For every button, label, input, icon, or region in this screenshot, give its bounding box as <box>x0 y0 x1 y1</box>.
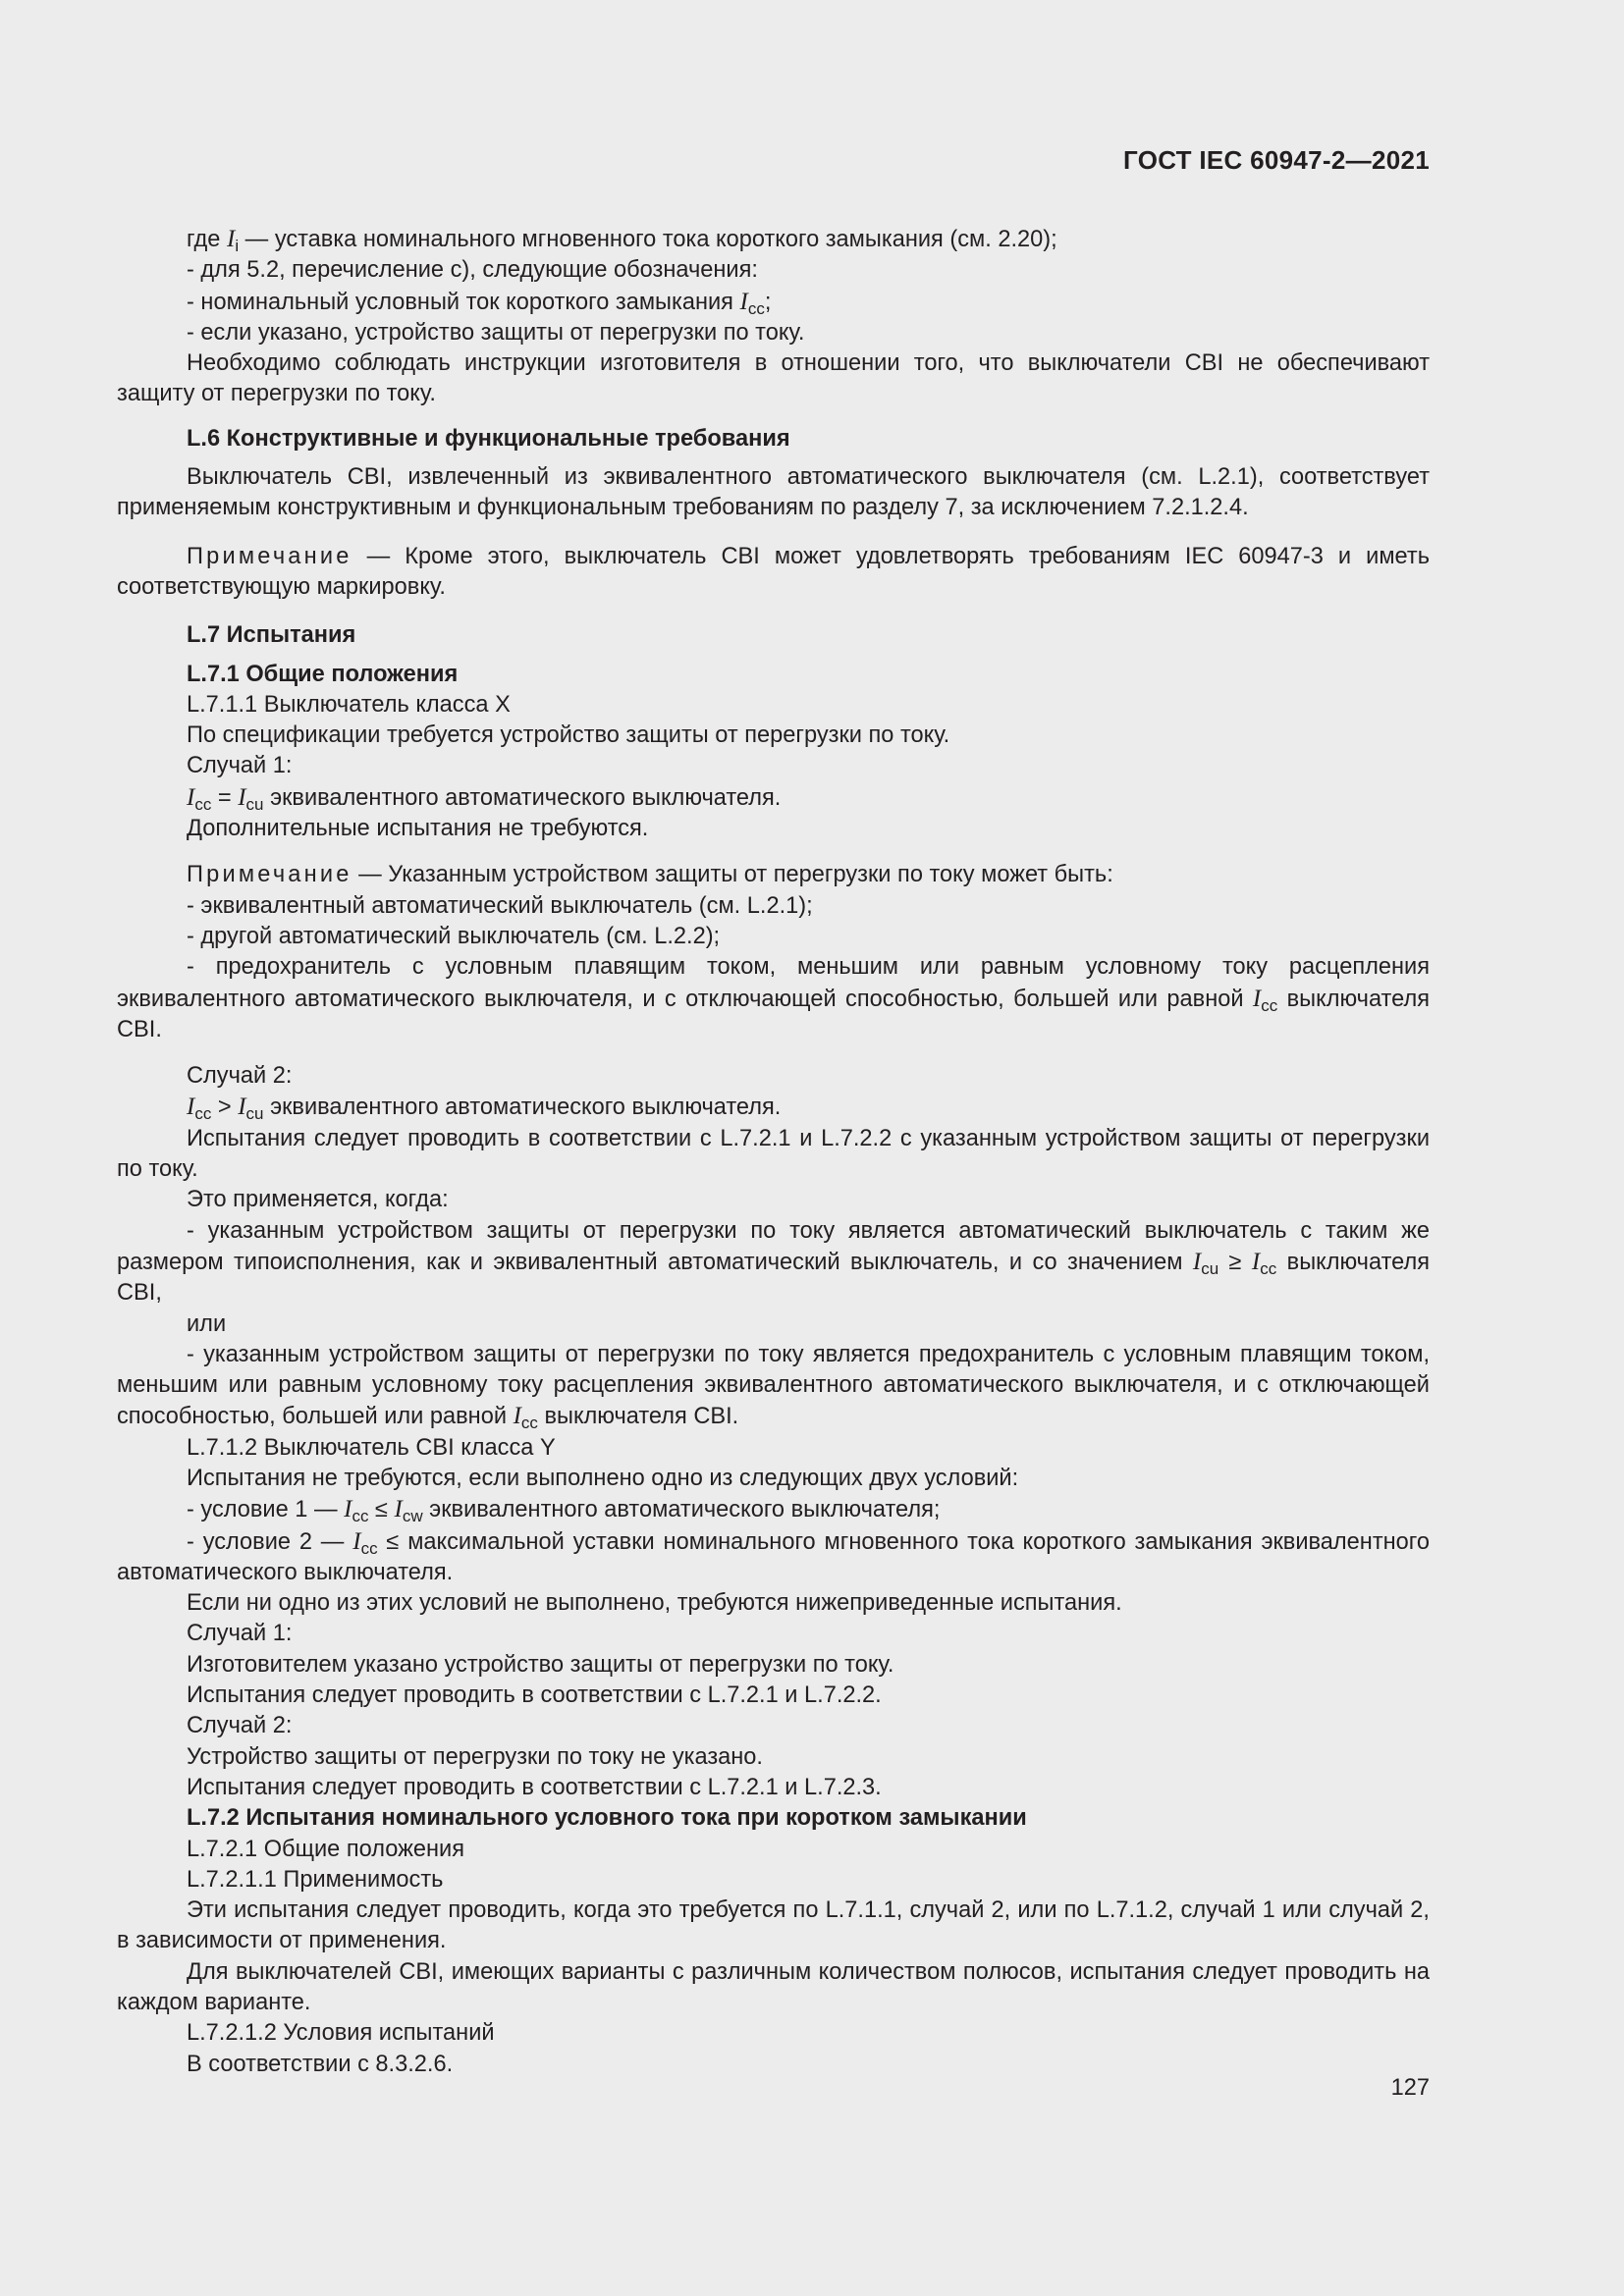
para-line: Устройство защиты от перегрузки по току не указано. <box>187 1743 763 1770</box>
document-header: ГОСТ IEC 60947-2—2021 <box>1123 145 1430 175</box>
para-line: - для 5.2, перечисление с), следующие обозначения: <box>187 257 758 284</box>
case-label: Случай 2: <box>187 1713 293 1739</box>
para-line: или <box>187 1310 227 1337</box>
note-2: Примечание — Указанным устройством защиты от перегрузки по току может быть: <box>187 862 1113 888</box>
list-item: - указанным устройством защиты от перегрузки по току является автоматический выключатель с таким же размером типоисполнения, как и эквивалентный автоматический выключатель, и со значением $I_{cu} \ge I_{cc}$ выключателя CBI, <box>117 1217 1430 1307</box>
equation-icc-eq-icu: $I_{cc} = I_{cu}$ эквивалентного автоматического выключателя. <box>187 783 782 814</box>
list-item: - другой автоматический выключатель (см. L.2.2); <box>187 923 721 949</box>
case-label: Случай 1: <box>187 1621 293 1647</box>
para-line: - если указано, устройство защиты от перегрузки по току. <box>187 319 805 346</box>
subsection-l7211: L.7.2.1.1 Применимость <box>187 1866 444 1893</box>
para-line: Это применяется, когда: <box>187 1187 449 1213</box>
para-where-ii: где $I_i$ — уставка номинального мгновенного тока короткого замыкания (см. 2.20); <box>187 226 1057 255</box>
list-item: - предохранитель с условным плавящим током, меньшим или равным условному току расцепления эквивалентного автоматического выключателя, и с отключающей способностью, большей или равной $I_{cc}$ выключателя CBI. <box>117 954 1430 1042</box>
condition-2: - условие 2 — $I_{cc}$ ≤ максимальной уставки номинального мгновенного тока короткого замыкания эквивалентного автоматического выключателя. <box>117 1527 1430 1585</box>
section-heading-l7: L.7 Испытания <box>187 622 356 649</box>
para-line: По спецификации требуется устройство защиты от перегрузки по току. <box>187 722 950 749</box>
case-label: Случай 1: <box>187 753 293 779</box>
condition-1: - условие 1 — $I_{cc} \le I_{cw}$ эквивалентного автоматического выключателя; <box>187 1496 941 1526</box>
note-1: Примечание — Кроме этого, выключатель CBI может удовлетворять требованиям IEC 60947-3 и иметь соответствующую маркировку. <box>117 543 1430 600</box>
para-line: Испытания не требуются, если выполнено одно из следующих двух условий: <box>187 1465 1019 1491</box>
case-label: Случай 2: <box>187 1063 293 1090</box>
para-line: Изготовителем указано устройство защиты от перегрузки по току. <box>187 1651 894 1678</box>
section-heading-l6: L.6 Конструктивные и функциональные требования <box>187 425 790 452</box>
subsection-l711: L.7.1.1 Выключатель класса X <box>187 691 511 718</box>
para-instructions: Необходимо соблюдать инструкции изготовителя в отношении того, что выключатели CBI не обеспечивают защиту от перегрузки по току. <box>117 350 1430 407</box>
subsection-l712: L.7.1.2 Выключатель CBI класса Y <box>187 1434 556 1461</box>
list-item: - эквивалентный автоматический выключатель (см. L.2.1); <box>187 892 813 919</box>
para-line: Испытания следует проводить в соответствии с L.7.2.1 и L.7.2.3. <box>187 1774 882 1800</box>
para-l6: Выключатель CBI, извлеченный из эквивалентного автоматического выключателя (см. L.2.1), соответствует применяемым конструктивным и функциональным требованиям по разделу 7, за исключением 7.2.1.2.4. <box>117 464 1430 521</box>
para-icc-def: - номинальный условный ток короткого замыкания $I_{cc}$; <box>187 288 772 318</box>
document-body <box>117 224 1430 2080</box>
subsection-l7212: L.7.2.1.2 Условия испытаний <box>187 2020 495 2047</box>
section-heading-l72: L.7.2 Испытания номинального условного тока при коротком замыкании <box>187 1805 1027 1832</box>
subsection-l721: L.7.2.1 Общие положения <box>187 1836 464 1862</box>
page-number: 127 <box>1390 2075 1430 2101</box>
para-line: В соответствии с 8.3.2.6. <box>187 2051 454 2077</box>
list-item: - указанным устройством защиты от перегрузки по току является предохранитель с условным плавящим током, меньшим или равным условному току расцепления эквивалентного автоматического выключателя, и с отключающей способностью, большей или равной $I_{cc}$ выключателя CBI. <box>117 1341 1430 1433</box>
equation-icc-gt-icu: $I_{cc} > I_{cu}$ эквивалентного автоматического выключателя. <box>187 1094 782 1124</box>
para-line: Испытания следует проводить в соответствии с L.7.2.1 и L.7.2.2 с указанным устройством защиты от перегрузки по току. <box>117 1125 1430 1183</box>
para-line: Дополнительные испытания не требуются. <box>187 816 649 842</box>
para-line: Если ни одно из этих условий не выполнено, требуются нижеприведенные испытания. <box>187 1590 1122 1617</box>
para-line: Для выключателей CBI, имеющих варианты с различным количеством полюсов, испытания следует проводить на каждом варианте. <box>117 1958 1430 2016</box>
para-line: Эти испытания следует проводить, когда это требуется по L.7.1.1, случай 2, или по L.7.1.2, случай 1 или случай 2, в зависимости от применения. <box>117 1897 1430 1954</box>
para-line: Испытания следует проводить в соответствии с L.7.2.1 и L.7.2.2. <box>187 1682 882 1709</box>
section-heading-l71: L.7.1 Общие положения <box>187 661 459 687</box>
